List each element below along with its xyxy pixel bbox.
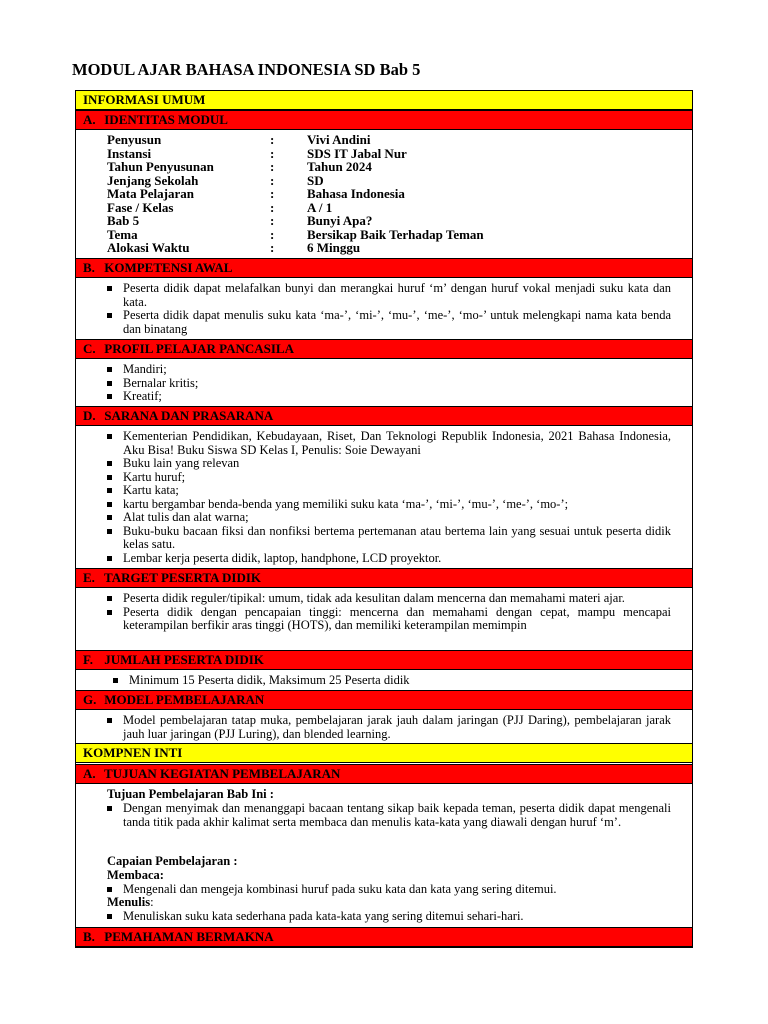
tujuan-list [107,802,671,829]
section-model-pembelajaran [76,690,692,710]
list-item: Kreatif; [107,390,671,404]
tujuan-block [107,788,671,802]
identity-label: Instansi [107,145,152,161]
menulis-list [107,910,671,924]
identity-label: Penyusun [107,132,162,147]
identity-value: 6 Minggu [307,240,361,255]
list-item: Peserta didik dapat melafalkan bunyi dan merangkai huruf ‘m’ dengan huruf vokal menjadi suku kata dan kata. [107,282,671,309]
section-title: SARANA DAN PRASARANA [104,408,274,423]
section-number: B. [83,929,95,944]
section-title: TARGET PESERTA DIDIK [104,570,262,585]
section-tujuan-kegiatan [76,764,692,784]
identity-value: Bunyi Apa? [307,213,373,228]
list-item: Minimum 15 Peserta didik, Maksimum 25 Peserta didik [113,674,671,688]
capaian-heading: Capaian Pembelajaran : [107,854,238,868]
identity-colon: : [270,159,275,174]
section-pemahaman-bermakna [76,927,692,947]
target-list [107,592,671,633]
section-number: C. [83,341,96,356]
list-item: Peserta didik dengan pencapaian tinggi: mencerna dan memahami dengan cepat, mampu mencapai keterampilan berfikir aras tinggi (HOTS), dan memiliki keterampilan memimpin [107,606,671,633]
section-identitas-modul [76,110,692,130]
identity-row [107,228,607,242]
profil-list [107,363,671,404]
identity-row [107,241,607,255]
identity-row [107,160,607,174]
identity-colon: : [270,226,275,242]
list-item: Menuliskan suku kata sederhana pada kata-kata yang sering ditemui sehari-hari. [107,910,671,924]
jumlah-list [107,674,671,688]
identity-value: A / 1 [307,199,333,215]
identity-colon: : [270,240,275,255]
section-kompetensi-awal [76,258,692,278]
identity-value: Vivi Andini [307,132,371,147]
identity-colon: : [270,186,275,201]
identity-label: Tahun Penyusunan [107,159,214,174]
list-item: Bernalar kritis; [107,377,671,391]
section-number: G. [83,692,97,707]
identity-label: Tema [107,226,138,242]
section-title: IDENTITAS MODUL [104,112,228,127]
section-number: A. [83,112,96,127]
section-jumlah-peserta [76,650,692,670]
capaian-block [107,855,671,882]
list-item: Lembar kerja peserta didik, laptop, handphone, LCD proyektor. [107,552,671,566]
list-item: Kartu kata; [107,484,671,498]
identity-value: Tahun 2024 [307,159,372,174]
list-item: Kementerian Pendidikan, Kebudayaan, Riset, Dan Teknologi Republik Indonesia, 2021 Bahasa Indonesia, Aku Bisa! Buku Siswa SD Kelas I, Penulis: Soie Dewayani [107,430,671,457]
identity-label: Mata Pelajaran [107,186,195,201]
identity-label: Bab 5 [107,213,140,228]
section-title: KOMPETENSI AWAL [104,260,233,275]
list-item: Buku lain yang relevan [107,457,671,471]
menulis-colon: : [150,895,154,909]
identity-row [107,187,607,201]
list-item: Peserta didik reguler/tipikal: umum, tidak ada kesulitan dalam mencerna dan memahami materi ajar. [107,592,671,606]
kompetensi-list [107,282,671,336]
identity-colon: : [270,172,275,188]
section-number: F. [83,652,93,667]
model-list [107,714,671,741]
section-title: JUMLAH PESERTA DIDIK [104,652,264,667]
sarana-list [107,430,671,565]
section-komponen-inti [76,743,692,763]
section-title: INFORMASI UMUM [83,92,206,107]
section-sarana-prasarana [76,406,692,426]
section-number: E. [83,570,95,585]
document-title: MODUL AJAR BAHASA INDONESIA SD Bab 5 [72,60,421,79]
menulis-heading: Menulis [107,895,151,909]
identity-colon: : [270,213,275,228]
identity-row [107,174,607,188]
section-informasi-umum [76,90,692,110]
section-title: KOMPNEN INTI [83,745,183,760]
identity-table [107,133,607,255]
list-item: Mandiri; [107,363,671,377]
list-item: Alat tulis dan alat warna; [107,511,671,525]
identity-row [107,214,607,228]
identity-colon: : [270,132,275,147]
list-item: Buku-buku bacaan fiksi dan nonfiksi bertema pertemanan atau bertema lain yang sesuai untuk peserta didik kelas satu. [107,525,671,552]
section-number: B. [83,260,95,275]
section-target-peserta [76,568,692,588]
section-profil-pancasila [76,339,692,359]
section-title: PROFIL PELAJAR PANCASILA [104,341,294,356]
identity-label: Fase / Kelas [107,199,174,215]
identity-row [107,147,607,161]
identity-value: Bersikap Baik Terhadap Teman [307,226,484,242]
identity-row [107,201,607,215]
tujuan-heading: Tujuan Pembelajaran Bab Ini : [107,787,274,801]
identity-value: SD [307,172,324,188]
section-number: A. [83,766,96,781]
identity-label: Alokasi Waktu [107,240,190,255]
section-number: D. [83,408,96,423]
list-item: Kartu huruf; [107,471,671,485]
membaca-heading: Membaca: [107,867,164,882]
menulis-block [107,896,671,910]
identity-label: Jenjang Sekolah [107,172,199,188]
list-item: Peserta didik dapat menulis suku kata ‘ma-’, ‘mi-’, ‘mu-’, ‘me-’, ‘mo-’ untuk melengkapi nama kata benda dan binatang [107,309,671,336]
list-item: Model pembelajaran tatap muka, pembelajaran jarak jauh dalam jaringan (PJJ Daring), pembelajaran jarak jauh luar jaringan (PJJ Luring), dan blended learning. [107,714,671,741]
identity-colon: : [270,199,275,215]
list-item: Mengenali dan mengeja kombinasi huruf pada suku kata dan kata yang sering ditemui. [107,883,671,897]
section-title: MODEL PEMBELAJARAN [104,692,265,707]
list-item: Dengan menyimak dan menanggapi bacaan tentang sikap baik kepada teman, peserta didik dapat mengenali tanda titik pada akhir kalimat serta membaca dan menulis kata-kata yang diawali dengan huruf ‘m’. [107,802,671,829]
identity-row [107,133,607,147]
section-title: PEMAHAMAN BERMAKNA [104,929,274,944]
identity-colon: : [270,145,275,161]
identity-value: SDS IT Jabal Nur [307,145,407,161]
membaca-list [107,883,671,897]
identity-value: Bahasa Indonesia [307,186,405,201]
list-item: kartu bergambar benda-benda yang memiliki suku kata ‘ma-’, ‘mi-’, ‘mu-’, ‘me-’, ‘mo-’; [107,498,671,512]
section-title: TUJUAN KEGIATAN PEMBELAJARAN [104,766,341,781]
